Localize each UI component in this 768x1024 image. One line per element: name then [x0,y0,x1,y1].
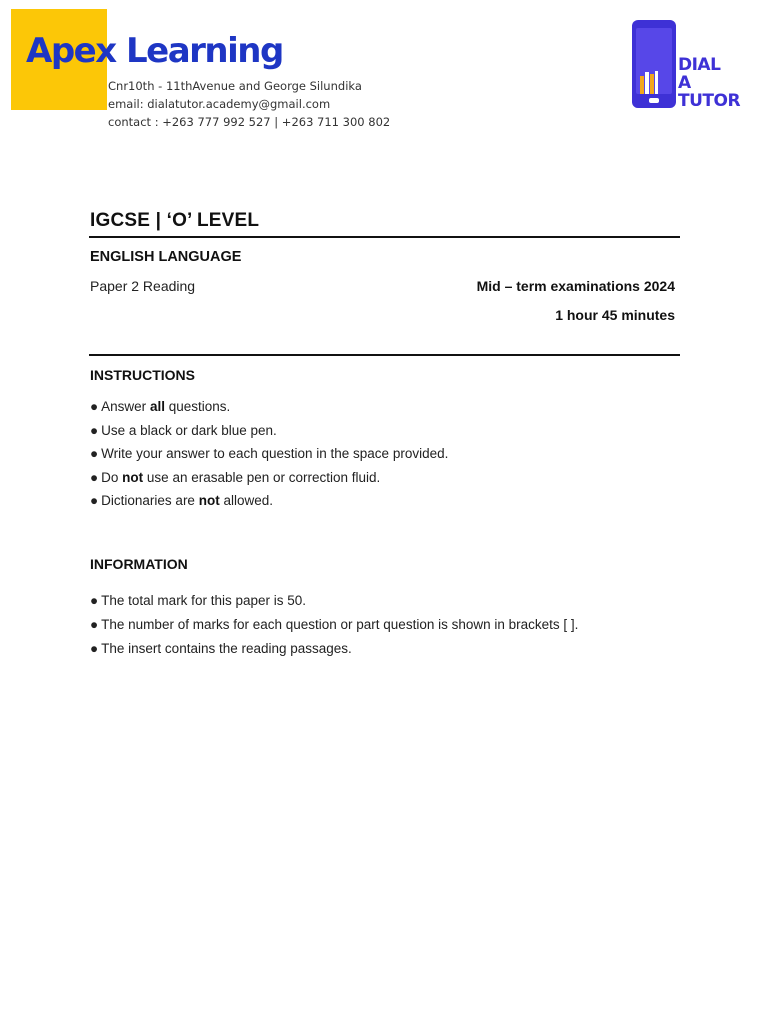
list-item: ● The total mark for this paper is 50. [90,593,306,608]
title-divider [89,236,680,238]
dial-logo-line3: TUTOR [678,91,741,111]
contact-line: contact : +263 777 992 527 | +263 711 300 802 [108,115,391,129]
apex-logo-text: Apex Learning [26,31,283,71]
header-divider [89,354,680,356]
exam-paper: Paper 2 Reading [90,278,196,294]
books-icon [636,28,672,94]
list-item: ● Do not use an erasable pen or correction fluid. [90,469,381,485]
list-item: ● The insert contains the reading passages. [90,641,352,656]
exam-title: IGCSE | ‘O’ LEVEL [90,210,260,231]
list-item: ● Write your answer to each question in the space provided. [90,446,449,461]
information-list [90,589,578,661]
list-item: ● Use a black or dark blue pen. [90,422,277,438]
exam-subject: ENGLISH LANGUAGE [90,249,242,265]
list-item: ● Answer all questions. [90,399,231,414]
instructions-heading: INSTRUCTIONS [90,367,195,383]
email-line: email: dialatutor.academy@gmail.com [108,97,331,111]
instructions-list [90,395,448,513]
dial-a-tutor-logo [678,56,740,110]
exam-duration: 1 hour 45 minutes [555,307,675,323]
list-item: ● Dictionaries are not allowed. [90,493,273,508]
dial-logo-line2: A [678,73,691,93]
dial-logo-line1: DIAL [678,55,721,75]
phone-logo-icon [632,20,676,108]
contact-block [108,77,390,131]
information-heading: INFORMATION [90,556,188,572]
list-item: ● The number of marks for each question or part question is shown in brackets [ ]. [90,617,579,632]
address-line: Cnr10th - 11thAvenue and George Silundika [108,79,362,93]
exam-session: Mid – term examinations 2024 [476,278,675,294]
